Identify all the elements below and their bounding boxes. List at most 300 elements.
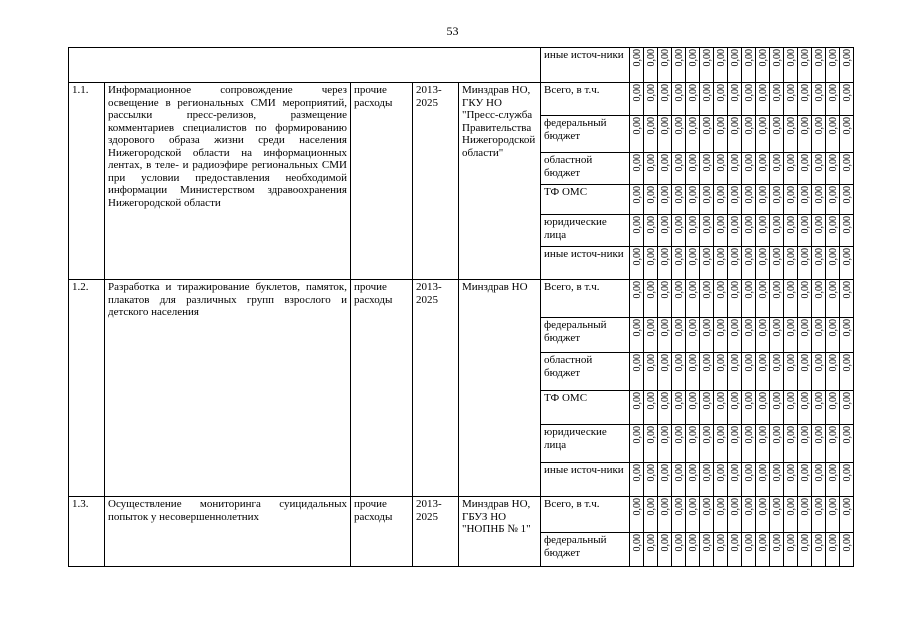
value-cell <box>714 425 728 463</box>
value-cell <box>784 280 798 318</box>
value-text: 0,00 <box>730 186 742 204</box>
row-expense-type: прочие расходы <box>351 497 413 567</box>
value-cell <box>826 353 840 391</box>
source-label: Всего, в т.ч. <box>541 280 630 318</box>
value-text: 0,00 <box>828 186 840 204</box>
value-text: 0,00 <box>660 117 672 135</box>
value-cell <box>630 116 644 153</box>
value-text: 0,00 <box>772 392 784 410</box>
value-text: 0,00 <box>660 49 672 67</box>
value-cell <box>700 247 714 280</box>
value-cell <box>826 533 840 567</box>
value-cell <box>770 280 784 318</box>
value-text: 0,00 <box>674 498 686 516</box>
value-cell <box>644 497 658 533</box>
value-text: 0,00 <box>702 84 714 102</box>
value-text: 0,00 <box>828 319 840 337</box>
value-cell <box>784 153 798 185</box>
value-cell <box>798 215 812 247</box>
value-cell <box>672 353 686 391</box>
value-text: 0,00 <box>786 117 798 135</box>
value-text: 0,00 <box>772 248 784 266</box>
value-text: 0,00 <box>702 216 714 234</box>
value-cell <box>672 185 686 215</box>
value-cell <box>686 353 700 391</box>
value-cell <box>812 353 826 391</box>
value-text: 0,00 <box>660 426 672 444</box>
value-cell <box>700 425 714 463</box>
value-text: 0,00 <box>814 281 826 299</box>
value-text: 0,00 <box>772 498 784 516</box>
value-cell <box>728 533 742 567</box>
value-text: 0,00 <box>814 49 826 67</box>
value-cell <box>728 48 742 83</box>
value-text: 0,00 <box>828 392 840 410</box>
value-text: 0,00 <box>688 534 700 552</box>
value-text: 0,00 <box>828 248 840 266</box>
value-text: 0,00 <box>716 534 728 552</box>
value-cell <box>784 353 798 391</box>
value-text: 0,00 <box>674 84 686 102</box>
value-text: 0,00 <box>842 464 854 482</box>
value-cell <box>714 391 728 425</box>
value-cell <box>714 280 728 318</box>
value-cell <box>630 463 644 497</box>
value-cell <box>728 153 742 185</box>
value-cell <box>714 153 728 185</box>
value-cell <box>630 153 644 185</box>
value-cell <box>742 497 756 533</box>
value-cell <box>658 247 672 280</box>
value-text: 0,00 <box>716 392 728 410</box>
page-number: 53 <box>446 24 459 38</box>
value-text: 0,00 <box>800 49 812 67</box>
value-cell <box>658 391 672 425</box>
source-label: федеральный бюджет <box>541 116 630 153</box>
value-text: 0,00 <box>632 392 644 410</box>
value-cell <box>658 533 672 567</box>
value-text: 0,00 <box>744 154 756 172</box>
value-cell <box>630 185 644 215</box>
value-cell <box>686 153 700 185</box>
value-cell <box>770 116 784 153</box>
value-text: 0,00 <box>772 117 784 135</box>
value-text: 0,00 <box>674 319 686 337</box>
value-text: 0,00 <box>828 84 840 102</box>
value-cell <box>644 353 658 391</box>
value-cell <box>756 318 770 353</box>
value-cell <box>672 247 686 280</box>
value-cell <box>812 215 826 247</box>
value-text: 0,00 <box>646 392 658 410</box>
value-text: 0,00 <box>716 216 728 234</box>
value-text: 0,00 <box>702 464 714 482</box>
value-cell <box>812 83 826 116</box>
value-text: 0,00 <box>744 84 756 102</box>
value-cell <box>658 83 672 116</box>
value-cell <box>840 280 854 318</box>
value-cell <box>756 185 770 215</box>
value-text: 0,00 <box>660 216 672 234</box>
row-period: 2013-2025 <box>413 280 459 497</box>
value-cell <box>728 425 742 463</box>
table-row <box>69 280 854 318</box>
value-cell <box>630 48 644 83</box>
value-cell <box>840 497 854 533</box>
value-cell <box>798 247 812 280</box>
value-cell <box>644 318 658 353</box>
value-cell <box>672 497 686 533</box>
value-text: 0,00 <box>702 498 714 516</box>
value-text: 0,00 <box>842 216 854 234</box>
value-cell <box>700 215 714 247</box>
value-cell <box>700 116 714 153</box>
value-cell <box>784 116 798 153</box>
value-cell <box>840 318 854 353</box>
value-cell <box>770 185 784 215</box>
value-cell <box>784 247 798 280</box>
value-cell <box>798 48 812 83</box>
value-text: 0,00 <box>814 117 826 135</box>
value-text: 0,00 <box>702 534 714 552</box>
value-cell <box>742 391 756 425</box>
value-cell <box>770 215 784 247</box>
value-text: 0,00 <box>786 49 798 67</box>
value-text: 0,00 <box>758 354 770 372</box>
value-text: 0,00 <box>744 216 756 234</box>
value-cell <box>714 215 728 247</box>
value-text: 0,00 <box>702 154 714 172</box>
value-text: 0,00 <box>814 216 826 234</box>
value-text: 0,00 <box>730 426 742 444</box>
value-cell <box>672 318 686 353</box>
value-cell <box>826 497 840 533</box>
row-executor: Минздрав НО <box>459 280 541 497</box>
value-text: 0,00 <box>772 281 784 299</box>
value-cell <box>742 215 756 247</box>
value-cell <box>840 116 854 153</box>
value-cell <box>658 463 672 497</box>
value-text: 0,00 <box>842 498 854 516</box>
value-text: 0,00 <box>674 154 686 172</box>
source-label: федеральный бюджет <box>541 318 630 353</box>
value-text: 0,00 <box>758 392 770 410</box>
value-cell <box>658 497 672 533</box>
value-cell <box>658 48 672 83</box>
value-cell <box>784 215 798 247</box>
value-text: 0,00 <box>632 281 644 299</box>
value-text: 0,00 <box>660 84 672 102</box>
value-text: 0,00 <box>758 426 770 444</box>
source-label: Всего, в т.ч. <box>541 83 630 116</box>
value-text: 0,00 <box>744 498 756 516</box>
value-text: 0,00 <box>842 319 854 337</box>
value-cell <box>770 391 784 425</box>
value-cell <box>672 463 686 497</box>
value-text: 0,00 <box>702 392 714 410</box>
value-text: 0,00 <box>730 84 742 102</box>
value-cell <box>770 425 784 463</box>
value-text: 0,00 <box>632 498 644 516</box>
value-text: 0,00 <box>730 248 742 266</box>
value-cell <box>826 391 840 425</box>
value-text: 0,00 <box>800 186 812 204</box>
value-cell <box>728 497 742 533</box>
value-text: 0,00 <box>828 534 840 552</box>
value-text: 0,00 <box>772 154 784 172</box>
source-label: ТФ ОМС <box>541 185 630 215</box>
value-cell <box>630 215 644 247</box>
value-text: 0,00 <box>674 464 686 482</box>
value-text: 0,00 <box>660 534 672 552</box>
value-text: 0,00 <box>702 117 714 135</box>
value-text: 0,00 <box>660 319 672 337</box>
row-period: 2013-2025 <box>413 83 459 280</box>
value-cell <box>798 153 812 185</box>
value-cell <box>798 116 812 153</box>
value-cell <box>714 497 728 533</box>
value-cell <box>812 280 826 318</box>
row-description: Информационное сопровождение через освещение в региональных СМИ мероприятий, рассылки пресс-релизов, размещение комментариев специалистов по формированию здорового образа жизни среди населения Нижегородской области на информационных лентах, в теле- и радиоэфире региональных СМИ при условии предоставления необходимой информации Министерством здравоохранения Нижегородской области <box>105 83 351 280</box>
source-label: Всего, в т.ч. <box>541 497 630 533</box>
value-text: 0,00 <box>688 426 700 444</box>
value-cell <box>658 185 672 215</box>
value-text: 0,00 <box>786 392 798 410</box>
row-executor: Минздрав НО, ГБУЗ НО "НОПНБ № 1" <box>459 497 541 567</box>
value-text: 0,00 <box>758 498 770 516</box>
value-text: 0,00 <box>800 498 812 516</box>
value-cell <box>686 497 700 533</box>
value-cell <box>714 247 728 280</box>
value-cell <box>630 391 644 425</box>
value-text: 0,00 <box>800 464 812 482</box>
value-text: 0,00 <box>744 248 756 266</box>
value-cell <box>658 116 672 153</box>
value-text: 0,00 <box>814 354 826 372</box>
value-text: 0,00 <box>744 319 756 337</box>
value-cell <box>840 185 854 215</box>
value-text: 0,00 <box>674 117 686 135</box>
value-cell <box>826 463 840 497</box>
value-cell <box>784 533 798 567</box>
value-cell <box>728 280 742 318</box>
value-cell <box>630 353 644 391</box>
value-text: 0,00 <box>842 392 854 410</box>
value-text: 0,00 <box>800 117 812 135</box>
value-text: 0,00 <box>786 154 798 172</box>
value-cell <box>728 185 742 215</box>
value-text: 0,00 <box>786 248 798 266</box>
value-cell <box>714 318 728 353</box>
value-cell <box>812 391 826 425</box>
value-cell <box>770 153 784 185</box>
value-text: 0,00 <box>744 426 756 444</box>
value-text: 0,00 <box>632 248 644 266</box>
value-cell <box>672 83 686 116</box>
value-cell <box>756 83 770 116</box>
value-text: 0,00 <box>688 354 700 372</box>
value-cell <box>686 48 700 83</box>
value-text: 0,00 <box>688 84 700 102</box>
value-cell <box>728 353 742 391</box>
value-cell <box>742 116 756 153</box>
value-text: 0,00 <box>758 154 770 172</box>
value-text: 0,00 <box>828 154 840 172</box>
value-text: 0,00 <box>786 186 798 204</box>
value-text: 0,00 <box>632 534 644 552</box>
value-cell <box>686 215 700 247</box>
value-cell <box>714 83 728 116</box>
value-text: 0,00 <box>660 498 672 516</box>
value-text: 0,00 <box>814 186 826 204</box>
value-cell <box>840 247 854 280</box>
value-cell <box>700 391 714 425</box>
value-cell <box>644 533 658 567</box>
value-text: 0,00 <box>688 248 700 266</box>
value-text: 0,00 <box>744 354 756 372</box>
value-text: 0,00 <box>688 319 700 337</box>
value-text: 0,00 <box>716 498 728 516</box>
value-cell <box>658 318 672 353</box>
value-cell <box>714 533 728 567</box>
value-text: 0,00 <box>646 534 658 552</box>
value-text: 0,00 <box>772 216 784 234</box>
value-cell <box>672 116 686 153</box>
value-cell <box>784 391 798 425</box>
value-text: 0,00 <box>814 426 826 444</box>
value-text: 0,00 <box>646 248 658 266</box>
value-cell <box>756 533 770 567</box>
value-text: 0,00 <box>646 216 658 234</box>
value-text: 0,00 <box>632 84 644 102</box>
value-cell <box>686 463 700 497</box>
row-number: 1.3. <box>69 497 105 567</box>
value-cell <box>826 153 840 185</box>
value-text: 0,00 <box>716 354 728 372</box>
value-cell <box>700 185 714 215</box>
row-executor: Минздрав НО, ГКУ НО "Пресс-служба Правительства Нижегородской области" <box>459 83 541 280</box>
value-text: 0,00 <box>674 186 686 204</box>
value-text: 0,00 <box>646 464 658 482</box>
value-text: 0,00 <box>674 534 686 552</box>
value-cell <box>826 247 840 280</box>
value-text: 0,00 <box>842 186 854 204</box>
value-cell <box>840 48 854 83</box>
value-text: 0,00 <box>772 49 784 67</box>
value-text: 0,00 <box>632 426 644 444</box>
value-text: 0,00 <box>800 354 812 372</box>
value-cell <box>728 318 742 353</box>
source-label: иные источ-ники <box>541 463 630 497</box>
value-text: 0,00 <box>786 319 798 337</box>
value-cell <box>798 425 812 463</box>
value-cell <box>770 353 784 391</box>
value-cell <box>784 83 798 116</box>
value-text: 0,00 <box>758 117 770 135</box>
value-text: 0,00 <box>730 117 742 135</box>
value-text: 0,00 <box>744 464 756 482</box>
value-cell <box>826 215 840 247</box>
value-cell <box>700 318 714 353</box>
value-cell <box>770 463 784 497</box>
value-text: 0,00 <box>646 426 658 444</box>
value-text: 0,00 <box>632 154 644 172</box>
value-cell <box>644 185 658 215</box>
value-text: 0,00 <box>702 426 714 444</box>
value-cell <box>798 185 812 215</box>
row-description: Разработка и тиражирование буклетов, памяток, плакатов для различных групп взрослого и детского населения <box>105 280 351 497</box>
value-cell <box>812 318 826 353</box>
value-cell <box>826 116 840 153</box>
value-cell <box>756 425 770 463</box>
value-text: 0,00 <box>842 154 854 172</box>
value-cell <box>644 463 658 497</box>
value-text: 0,00 <box>744 281 756 299</box>
value-cell <box>784 463 798 497</box>
value-cell <box>840 533 854 567</box>
value-cell <box>742 463 756 497</box>
value-cell <box>742 83 756 116</box>
value-cell <box>840 83 854 116</box>
value-cell <box>784 48 798 83</box>
value-cell <box>840 463 854 497</box>
value-cell <box>630 425 644 463</box>
value-text: 0,00 <box>688 392 700 410</box>
value-cell <box>658 353 672 391</box>
value-cell <box>728 83 742 116</box>
value-cell <box>630 318 644 353</box>
value-cell <box>812 463 826 497</box>
value-text: 0,00 <box>772 186 784 204</box>
value-text: 0,00 <box>842 117 854 135</box>
value-cell <box>798 318 812 353</box>
value-cell <box>672 153 686 185</box>
value-text: 0,00 <box>786 464 798 482</box>
value-cell <box>630 247 644 280</box>
value-cell <box>700 48 714 83</box>
value-cell <box>770 318 784 353</box>
value-text: 0,00 <box>660 281 672 299</box>
value-text: 0,00 <box>828 49 840 67</box>
value-cell <box>644 247 658 280</box>
value-cell <box>672 48 686 83</box>
value-text: 0,00 <box>632 319 644 337</box>
value-cell <box>826 185 840 215</box>
value-cell <box>644 215 658 247</box>
value-text: 0,00 <box>674 248 686 266</box>
value-cell <box>672 280 686 318</box>
value-cell <box>756 353 770 391</box>
value-text: 0,00 <box>688 216 700 234</box>
value-cell <box>700 463 714 497</box>
value-cell <box>742 533 756 567</box>
value-text: 0,00 <box>674 281 686 299</box>
value-text: 0,00 <box>842 426 854 444</box>
value-text: 0,00 <box>646 154 658 172</box>
value-text: 0,00 <box>758 49 770 67</box>
row-period: 2013-2025 <box>413 497 459 567</box>
value-cell <box>672 533 686 567</box>
value-text: 0,00 <box>828 281 840 299</box>
value-text: 0,00 <box>800 154 812 172</box>
value-text: 0,00 <box>632 49 644 67</box>
value-cell <box>714 353 728 391</box>
value-cell <box>686 280 700 318</box>
value-text: 0,00 <box>758 319 770 337</box>
value-text: 0,00 <box>786 426 798 444</box>
value-cell <box>644 425 658 463</box>
value-text: 0,00 <box>660 354 672 372</box>
